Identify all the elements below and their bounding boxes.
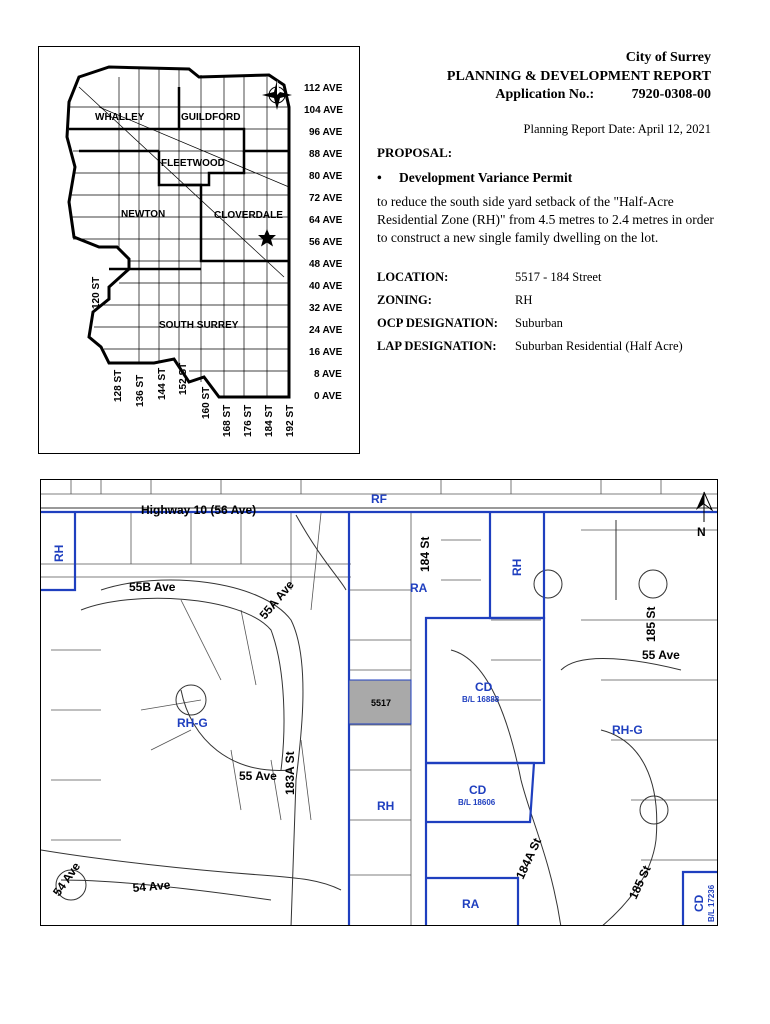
proposal-type-label: Development Variance Permit — [399, 170, 573, 185]
application-number: 7920-0308-00 — [631, 87, 711, 102]
street-label: 128 ST — [113, 369, 124, 402]
city-name: City of Surrey — [625, 50, 711, 65]
zone-rhg-east: RH-G — [612, 723, 643, 737]
zone-cd-3-bylaw: B/L 17236 — [707, 884, 716, 922]
proposal-type — [377, 170, 572, 186]
area-whalley: WHALLEY — [95, 112, 145, 123]
fact-value: Suburban — [515, 316, 563, 330]
zone-cd-2-bylaw: B/L 18606 — [458, 798, 496, 807]
street-label: 192 ST — [285, 404, 296, 437]
road-55b-ave: 55B Ave — [129, 580, 176, 594]
street-label: 120 ST — [91, 276, 102, 309]
street-label: 168 ST — [222, 404, 233, 437]
bullet-icon: • — [377, 170, 382, 185]
fact-row — [377, 270, 683, 293]
road-185-st-south: 185 St — [626, 863, 654, 902]
avenue-label: 0 AVE — [314, 391, 342, 402]
avenue-label: 64 AVE — [309, 215, 343, 226]
north-label: N — [697, 525, 706, 539]
avenue-label: 8 AVE — [314, 369, 342, 380]
site-map — [40, 479, 718, 926]
area-south-surrey: SOUTH SURREY — [159, 320, 239, 331]
fact-value: RH — [515, 293, 533, 307]
site-map-drawing — [41, 480, 718, 926]
avenue-label: 40 AVE — [309, 281, 343, 292]
street-label: 136 ST — [135, 374, 146, 407]
zone-cd-3: CD — [692, 894, 706, 912]
zone-rf: RF — [371, 492, 387, 506]
zone-ra-north: RA — [410, 581, 428, 595]
application-label: Application No.: — [495, 87, 595, 102]
avenue-labels — [304, 83, 343, 402]
fact-label: ZONING: — [377, 293, 432, 307]
area-newton: NEWTON — [121, 209, 166, 220]
road-55-ave-east: 55 Ave — [642, 648, 680, 662]
zone-rh-north: RH — [510, 558, 524, 576]
avenue-label: 88 AVE — [309, 149, 343, 160]
road-184-st: 184 St — [418, 536, 432, 572]
fact-label: LAP DESIGNATION: — [377, 339, 497, 353]
fact-value: Suburban Residential (Half Acre) — [515, 339, 683, 353]
report-header — [447, 49, 711, 105]
zone-cd-2: CD — [469, 783, 487, 797]
avenue-label: 16 AVE — [309, 347, 343, 358]
fact-row — [377, 339, 683, 362]
fact-value: 5517 - 184 Street — [515, 270, 602, 284]
fact-row — [377, 316, 683, 339]
avenue-label: 96 AVE — [309, 127, 343, 138]
road-185-st-north: 185 St — [644, 606, 658, 642]
road-184a-st: 184A St — [513, 835, 545, 882]
road-55-ave-west: 55 Ave — [239, 769, 277, 783]
fact-label: OCP DESIGNATION: — [377, 316, 498, 330]
avenue-label: 80 AVE — [309, 171, 343, 182]
street-label: 184 ST — [264, 404, 275, 437]
avenue-label: 32 AVE — [309, 303, 343, 314]
zone-cd-1-bylaw: B/L 16888 — [462, 695, 500, 704]
area-fleetwood: FLEETWOOD — [161, 158, 225, 169]
street-label: 152 ST — [178, 362, 189, 395]
zone-rh-west: RH — [52, 544, 66, 562]
fact-label: LOCATION: — [377, 270, 449, 284]
north-arrow-icon — [696, 492, 712, 539]
proposal-heading: PROPOSAL: — [377, 145, 453, 160]
report-date: Planning Report Date: April 12, 2021 — [523, 122, 711, 136]
road-54-ave-west: 54 Ave — [49, 859, 84, 899]
key-map — [38, 46, 360, 454]
zone-rhg-west: RH-G — [177, 716, 208, 730]
road-183a-st: 183A St — [283, 751, 297, 795]
key-map-drawing — [39, 47, 361, 455]
report-title: PLANNING & DEVELOPMENT REPORT — [446, 68, 711, 84]
area-guildford: GUILDFORD — [181, 112, 241, 123]
road-highway-10: Highway 10 (56 Ave) — [141, 503, 257, 517]
road-55a-ave: 55A Ave — [256, 577, 297, 622]
proposal-description: to reduce the south side yard setback of the "Half-Acre Residential Zone (RH)" from 4.5 metres to 2.4 metres in order to construct a new single family dwelling on the lot. — [377, 194, 714, 245]
street-label: 176 ST — [243, 404, 254, 437]
zone-ra-south: RA — [462, 897, 480, 911]
zone-cd-1: CD — [475, 680, 493, 694]
avenue-label: 56 AVE — [309, 237, 343, 248]
application-line — [447, 86, 711, 105]
road-54-ave: 54 Ave — [132, 877, 171, 895]
area-cloverdale: CLOVERDALE — [214, 210, 283, 221]
avenue-label: 112 AVE — [304, 83, 343, 94]
subject-lot-label: 5517 — [371, 698, 392, 708]
street-label: 144 ST — [157, 367, 168, 400]
avenue-label: 24 AVE — [309, 325, 343, 336]
zone-rh-center: RH — [377, 799, 395, 813]
facts-table — [377, 270, 683, 362]
avenue-label: 72 AVE — [309, 193, 343, 204]
street-label: 160 ST — [201, 386, 212, 419]
avenue-label: 104 AVE — [304, 105, 343, 116]
avenue-label: 48 AVE — [309, 259, 343, 270]
fact-row — [377, 293, 683, 316]
